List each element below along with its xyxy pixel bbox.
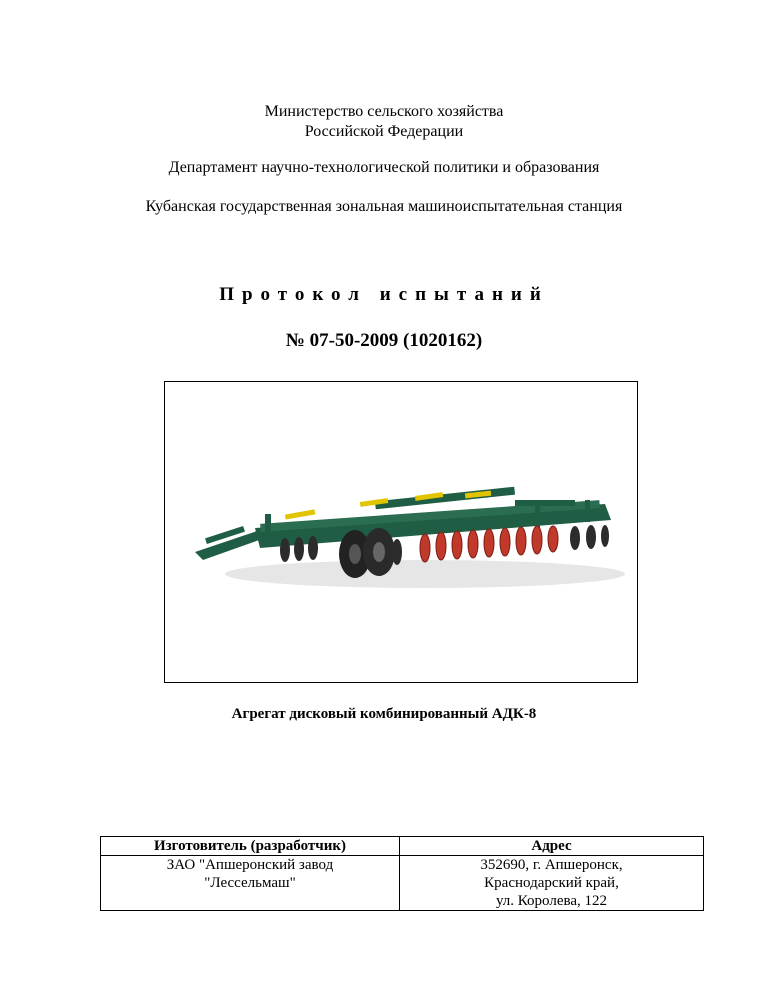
address-header: Адрес: [400, 837, 704, 856]
address-line-1: 352690, г. Апшеронск,: [480, 857, 623, 873]
address-line-3: ул. Королева, 122: [495, 893, 608, 909]
department-line: Департамент научно-технологической политики и образования: [168, 159, 600, 176]
manufacturer-table: [100, 836, 704, 911]
station-line: Кубанская государственная зональная машиноиспытательная станция: [145, 198, 623, 215]
ministry-line-2: Российской Федерации: [304, 123, 464, 140]
manufacturer-cell: [101, 856, 400, 911]
ministry-line-1: Министерство сельского хозяйства: [264, 103, 504, 120]
disc-harrow-illustration: [165, 382, 637, 682]
photo-caption: Агрегат дисковый комбинированный АДК-8: [231, 706, 537, 722]
manufacturer-header: Изготовитель (разработчик): [101, 837, 400, 856]
manufacturer-line-2: "Лессельмаш": [204, 875, 296, 891]
manufacturer-line-1: ЗАО "Апшеронский завод: [166, 857, 334, 873]
machine-photo: [164, 381, 638, 683]
table-row: [101, 856, 704, 911]
address-cell: [400, 856, 704, 911]
address-line-2: Краснодарский край,: [484, 875, 619, 891]
table-row: [101, 837, 704, 856]
protocol-number: № 07-50-2009 (1020162): [285, 330, 483, 351]
document-title: Протокол испытаний: [219, 284, 549, 305]
